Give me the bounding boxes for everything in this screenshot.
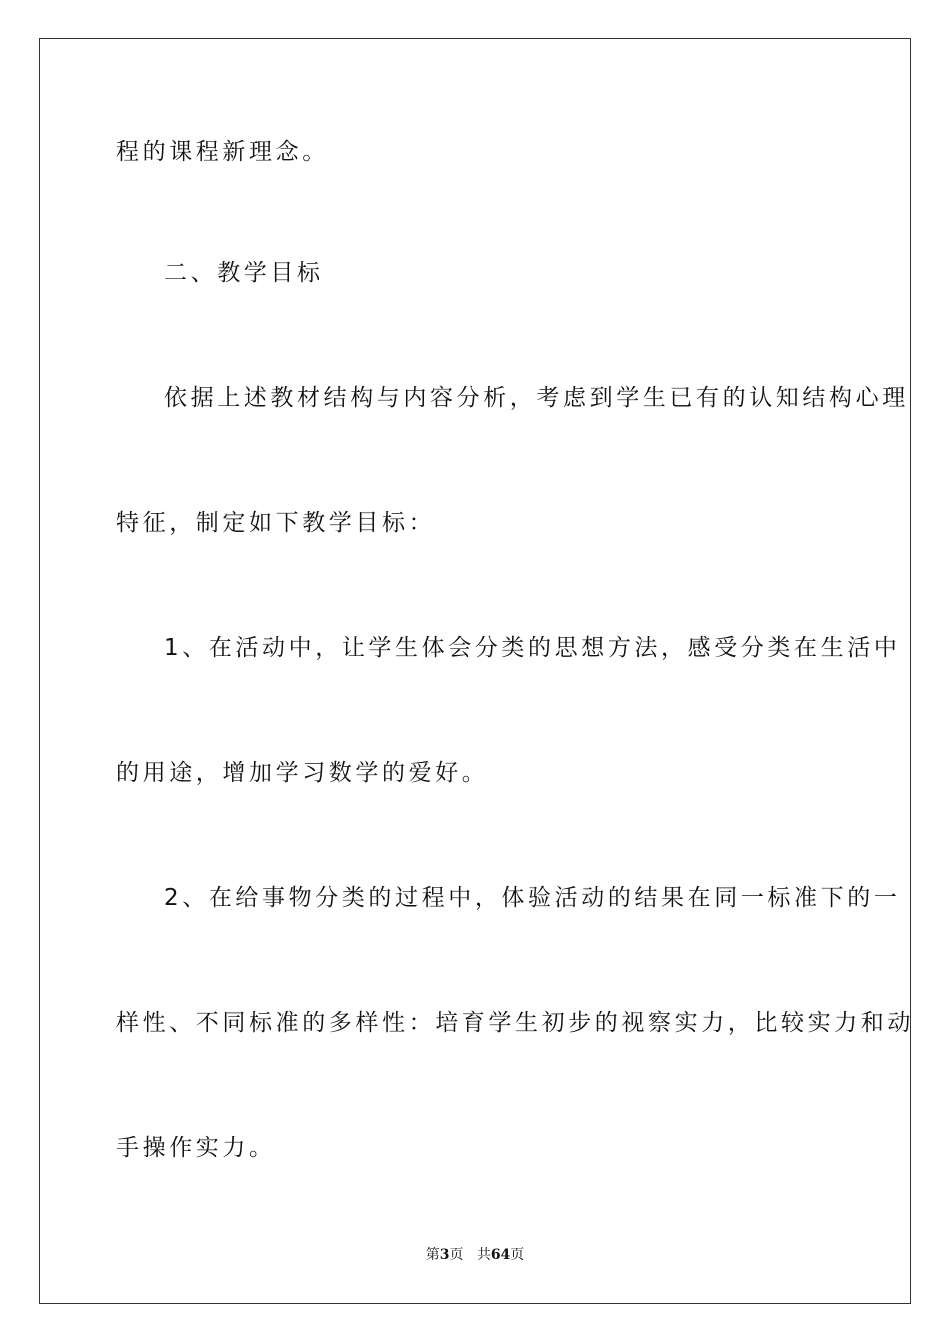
page-frame bbox=[39, 38, 911, 1304]
footer-prefix: 第 bbox=[425, 1247, 440, 1263]
section-heading: 二、教学目标 bbox=[164, 260, 324, 286]
footer-page-suffix: 页 bbox=[449, 1247, 464, 1263]
page-footer bbox=[0, 1246, 950, 1264]
paragraph-line-1: 程的课程新理念。 bbox=[116, 139, 329, 165]
footer-total-suffix: 页 bbox=[510, 1247, 525, 1263]
current-page-number: 3 bbox=[439, 1247, 450, 1263]
paragraph-line-3: 依据上述教材结构与内容分析，考虑到学生已有的认知结构心理 bbox=[164, 385, 909, 411]
list-item-2-line-2: 样性、不同标准的多样性：培育学生初步的视察实力，比较实力和动 bbox=[116, 1010, 914, 1036]
total-page-count: 64 bbox=[490, 1247, 511, 1263]
list-item-1-line-1: 1、在活动中，让学生体会分类的思想方法，感受分类在生活中 bbox=[164, 635, 901, 661]
paragraph-line-4: 特征，制定如下教学目标： bbox=[116, 510, 436, 536]
list-item-2-line-3: 手操作实力。 bbox=[116, 1135, 276, 1161]
footer-total-prefix: 共 bbox=[476, 1247, 491, 1263]
list-item-2-line-1: 2、在给事物分类的过程中，体验活动的结果在同一标准下的一 bbox=[164, 885, 901, 911]
list-item-1-line-2: 的用途，增加学习数学的爱好。 bbox=[116, 760, 489, 786]
